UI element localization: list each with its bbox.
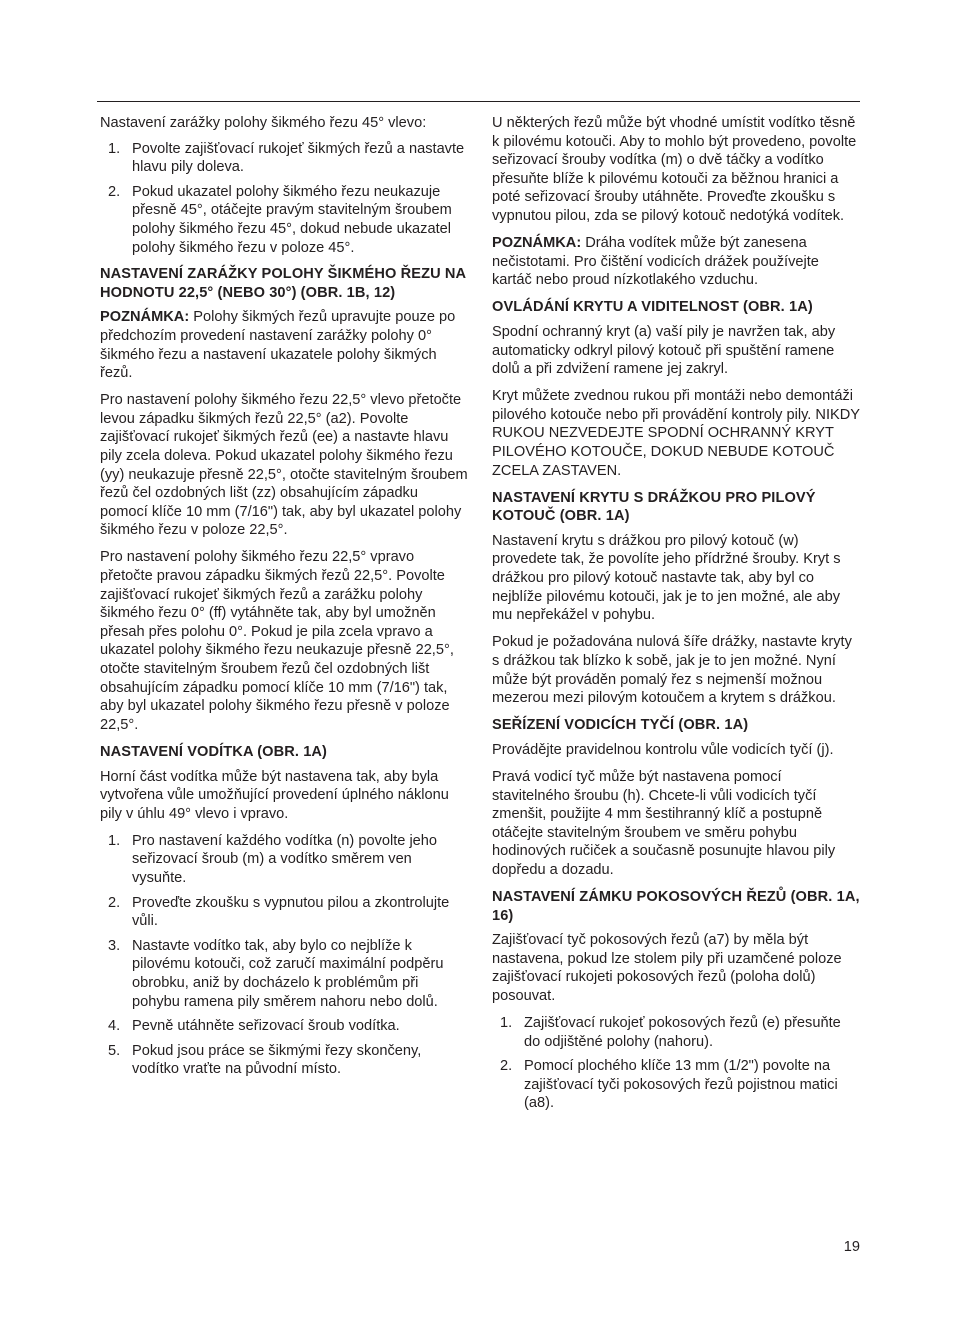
list-item	[100, 832, 468, 888]
miter-lock-steps	[492, 1014, 860, 1113]
paragraph: Zajišťovací tyč pokosových řezů (a7) by měla být nastavena, pokud lze stolem pily při uzamčené poloze zajišťovací rukojeti pokosových řezů (poloha dolů) posouvat.	[492, 932, 842, 1004]
bevel-45-steps	[100, 140, 468, 258]
section-heading: NASTAVENÍ KRYTU S DRÁŽKOU PRO PILOVÝ KOTOUČ (OBR. 1A)	[492, 489, 816, 525]
right-column	[492, 114, 860, 1121]
list-text: Povolte zajišťovací rukojeť šikmých řezů a nastavte hlavu pily doleva.	[132, 140, 465, 176]
list-item	[100, 140, 468, 177]
note-paragraph	[492, 234, 860, 290]
left-column	[100, 114, 468, 1087]
list-number: 1.	[108, 140, 121, 157]
paragraph: Nastavení krytu s drážkou pro pilový kotouč (w) provedete tak, že povolíte jeho přídržné šrouby. Kryt s drážkou pro pilový kotouč nastavte tak, aby byl co nejblíže pilovému kotouči, jak je to jen možné, ale aby mu nepřekážel v pohybu.	[492, 532, 841, 624]
list-text: Proveďte zkoušku s vypnutou pilou a zkontrolujte vůli.	[132, 894, 450, 930]
list-text: Pro nastavení každého vodítka (n) povolte jeho seřizovací šroub (m) a vodítko směrem ven vysuňte.	[132, 832, 438, 886]
list-item	[100, 937, 468, 1011]
list-text: Pevně utáhněte seřizovací šroub vodítka.	[132, 1018, 400, 1035]
list-item	[100, 894, 468, 931]
paragraph: U některých řezů může být vhodné umístit vodítko těsně k pilovému kotouči. Aby to mohlo být provedeno, povolte seřizovací šrouby vodítka (m) o dvě táčky a vodítko přesuňte blíže k pilovému kotouči za běžnou hranici a poté seřizovací šrouby utáhněte. Proveďte zkoušku s vypnutou pilou, zda se pilový kotouč nedotýká vodítek.	[492, 115, 857, 224]
list-text: Pokud ukazatel polohy šikmého řezu neukazuje přesně 45°, otáčejte pravým stavitelným šroubem polohy šikmého řezu 45°, dokud nebude ukazatel polohy šikmého řezu v poloze 45°.	[132, 183, 452, 256]
paragraph: Provádějte pravidelnou kontrolu vůle vodicích tyčí (j).	[492, 741, 834, 758]
paragraph: Pro nastavení polohy šikmého řezu 22,5° vlevo přetočte levou západku šikmých řezů 22,5° (a2). Povolte zajišťovací rukojeť šikmých řezů (ee) a nastavte hlavu pily zcela doleva. Pokud ukazatel polohy šikmého řezu (yy) neukazuje přesně 22,5°, otočte stavitelným šroubem řezů čel ozdobných lišt (zz) obsahujícím západku pomocí klíče 10 mm (7/16") tak, aby byl ukazatel polohy šikmého řezu v poloze 22,5°.	[100, 392, 468, 539]
page-number: 19	[843, 1239, 860, 1255]
note-text: Polohy šikmých řezů upravujte pouze po předchozím provedení nastavení zarážky polohy 0° šikmého řezu a nastavení ukazatele polohy šikmých řezů.	[100, 309, 456, 382]
section-heading: NASTAVENÍ VODÍTKA (OBR. 1A)	[100, 743, 328, 760]
list-text: Zajišťovací rukojeť pokosových řezů (e) přesuňte do odjištěné polohy (nahoru).	[524, 1015, 841, 1050]
paragraph: Kryt můžete zvednou rukou při montáži nebo demontáži pilového kotouče nebo při provádění kontroly pily. NIKDY RUKOU NEZVEDEJTE SPODNÍ OCHRANNÝ KRYT PILOVÉHO KOTOUČE, DOKUD NEBUDE KOTOUČ ZCELA ZASTAVEN.	[492, 388, 860, 479]
list-number: 1.	[500, 1015, 513, 1032]
list-number: 1.	[108, 832, 121, 849]
list-item	[492, 1057, 860, 1113]
section-heading: NASTAVENÍ ZÁMKU POKOSOVÝCH ŘEZŮ (OBR. 1A, 16)	[492, 888, 860, 924]
list-number: 3.	[108, 937, 121, 954]
list-number: 5.	[108, 1042, 121, 1059]
list-item	[100, 1017, 468, 1036]
note-label: POZNÁMKA:	[492, 235, 582, 252]
paragraph: Pro nastavení polohy šikmého řezu 22,5° vpravo přetočte pravou západku šikmých řezů 22,5°. Povolte zajišťovací rukojeť šikmých řezů a zarážku polohy šikmého řezu 0° (ff) vytáhněte tak, aby byl umožněn přesah přes polohu 0°. Pokud je pila zcela vpravo a ukazatel polohy šikmého řezu neukazuje přesně 22,5°, otočte stavitelným šroubem řezů čel ozdobných lišt obsahujícím západku pomocí klíče 10 mm (7/16") tak, aby byl ukazatel polohy šikmého řezu přesně v poloze 22,5°.	[100, 549, 454, 733]
list-item	[492, 1014, 860, 1051]
list-number: 2.	[108, 183, 121, 200]
list-number: 2.	[108, 894, 121, 911]
list-number: 2.	[500, 1058, 513, 1075]
list-number: 4.	[108, 1018, 121, 1035]
list-text: Pokud jsou práce se šikmými řezy skončeny, vodítko vraťte na původní místo.	[132, 1042, 422, 1078]
paragraph: Spodní ochranný kryt (a) vaší pily je navržen tak, aby automaticky odkryl pilový kotouč při spuštění ramene dolů a při zdvižení ramene jej zakryl.	[492, 323, 836, 378]
paragraph: Pravá vodicí tyč může být nastavena pomocí stavitelného šroubu (h). Chcete-li vůli vodicích tyčí zmenšit, použijte 4 mm šestihranný klíč a postupně otáčejte stavitelným šroubem ve směru pohybu hodinových ručiček a současně posunujte hlavou pily dopředu a dozadu.	[492, 768, 836, 878]
section-heading: NASTAVENÍ ZARÁŽKY POLOHY ŠIKMÉHO ŘEZU NA HODNOTU 22,5° (NEBO 30°) (OBR. 1B, 12)	[100, 266, 466, 301]
list-item	[100, 183, 468, 257]
list-text: Pomocí plochého klíče 13 mm (1/2") povolte na zajišťovací tyči pokosových řezů pojistnou matici (a8).	[524, 1058, 838, 1112]
list-item	[100, 1042, 468, 1079]
paragraph: Pokud je požadována nulová šíře drážky, nastavte kryty s drážkou tak blízko k sobě, jak je to jen možné. Nyní může být prováděn pomalý řez s nejmenší možnou mezerou mezi pilovým kotoučem a krytem s drážkou.	[492, 634, 852, 707]
note-text: Dráha vodítek může být zanesena nečistotami. Pro čištění vodicích drážek používejte kartáč nebo proud nízkotlakého vzduchu.	[492, 235, 819, 289]
section-heading: OVLÁDÁNÍ KRYTU A VIDITELNOST (OBR. 1A)	[492, 299, 813, 316]
header-rule	[97, 101, 860, 102]
intro-paragraph: Nastavení zarážky polohy šikmého řezu 45° vlevo:	[100, 115, 427, 131]
section-heading: SEŘÍZENÍ VODICÍCH TYČÍ (OBR. 1A)	[492, 717, 749, 734]
note-paragraph	[100, 308, 468, 382]
note-label: POZNÁMKA:	[100, 309, 190, 326]
fence-steps	[100, 832, 468, 1079]
paragraph: Horní část vodítka může být nastavena tak, aby byla vytvořena vůle umožňující provedení úplného náklonu pily v úhlu 49° vlevo i vpravo.	[100, 768, 449, 822]
list-text: Nastavte vodítko tak, aby bylo co nejblíže k pilovému kotouči, což zaručí maximální podpěru obrobku, aniž by docházelo k problémům při pohybu ramena pily směrem nahoru nebo dolů.	[132, 937, 444, 1010]
